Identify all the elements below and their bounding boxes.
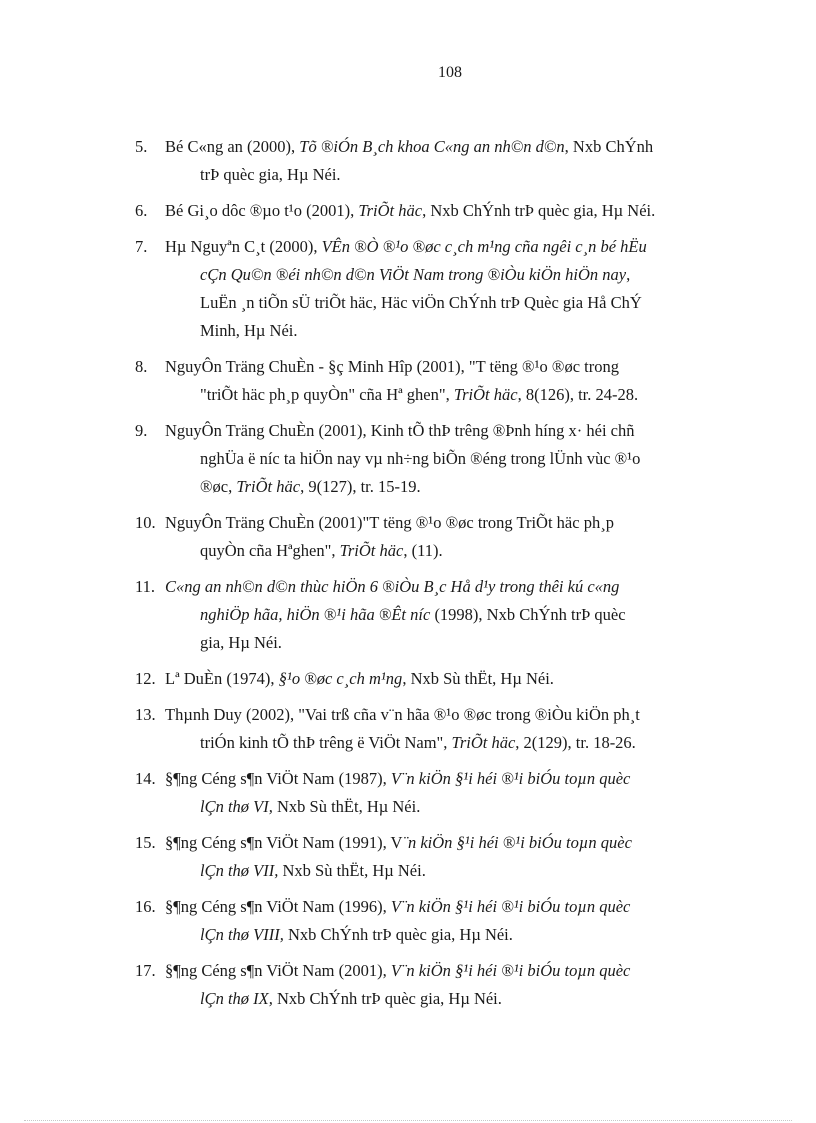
reference-text: Nxb Sù thËt, Hµ Néi.: [278, 861, 426, 880]
reference-text: Thµnh Duy (2002), "Vai trß cña v¨n hãa ®¹o ®øc trong ®iÒu kiÖn ph¸t: [165, 705, 640, 724]
reference-line: [165, 197, 739, 225]
reference-text: §¶ng Céng s¶n ViÖt Nam (1991), V: [165, 833, 403, 852]
reference-title-text: TriÕt häc: [451, 733, 516, 752]
reference-title-text: lÇn thø IX,: [200, 989, 273, 1008]
reference-item: [135, 829, 739, 885]
reference-line: [165, 133, 739, 161]
reference-item: [135, 133, 739, 189]
reference-text: ,: [626, 265, 631, 284]
reference-text: NguyÔn Träng ChuÈn (2001), Kinh tÕ thÞ trêng ®Þnh híng x· héi chñ: [165, 421, 635, 440]
reference-line: [165, 509, 739, 537]
reference-text: Bé C«ng an (2000),: [165, 137, 300, 156]
reference-item: [135, 417, 739, 501]
reference-title-text: V¨n kiÖn §¹i héi ®¹i biÓu toµn quèc: [390, 769, 631, 788]
reference-line: [165, 701, 739, 729]
reference-number: 14.: [135, 769, 156, 788]
reference-line: [165, 381, 739, 409]
reference-title-text: lÇn thø VI,: [200, 797, 273, 816]
reference-number: 5.: [135, 137, 148, 156]
reference-line: [165, 921, 739, 949]
reference-number: 10.: [135, 513, 156, 532]
reference-line: [165, 317, 739, 345]
reference-number: 9.: [135, 421, 148, 440]
reference-line: [165, 353, 739, 381]
reference-text: Nxb ChÝnh trÞ quèc gia, Hµ Néi.: [283, 925, 513, 944]
reference-text: quyÒn cña Hªghen",: [200, 541, 340, 560]
reference-text: "triÕt häc ph¸p quyÒn" cña Hª ghen",: [200, 385, 454, 404]
reference-line: [165, 161, 739, 189]
reference-number: 6.: [135, 201, 148, 220]
reference-title-text: VÊn ®Ò ®¹o ®øc c¸ch m¹ng cña ngêi c¸n bé hËu: [321, 237, 647, 256]
reference-title-text: V¨n kiÖn §¹i héi ®¹i biÓu toµn quèc: [390, 897, 631, 916]
reference-title-text: ¨n kiÖn §¹i héi ®¹i biÓu toµn quèc: [402, 833, 632, 852]
reference-title-text: TriÕt häc: [339, 541, 404, 560]
reference-text: Minh, Hµ Néi.: [200, 321, 298, 340]
reference-line: [165, 793, 739, 821]
reference-item: [135, 957, 739, 1013]
reference-title-text: TriÕt häc: [453, 385, 518, 404]
reference-text: LuËn ¸n tiÕn sÜ triÕt häc, Häc viÖn ChÝnh trÞ Quèc gia Hå ChÝ: [200, 293, 642, 312]
reference-line: [165, 573, 739, 601]
reference-line: [165, 985, 739, 1013]
reference-item: [135, 197, 739, 225]
reference-text: , Nxb ChÝnh: [564, 137, 654, 156]
page-bottom-divider: [24, 1120, 792, 1121]
reference-text: NguyÔn Träng ChuÈn (2001)"T tëng ®¹o ®øc trong TriÕt häc ph¸p: [165, 513, 614, 532]
reference-text: , 8(126), tr. 24-28.: [517, 385, 639, 404]
reference-item: [135, 353, 739, 409]
reference-item: [135, 233, 739, 345]
reference-line: [165, 893, 739, 921]
reference-number: 12.: [135, 669, 156, 688]
reference-title-text: TriÕt häc: [236, 477, 301, 496]
reference-item: [135, 573, 739, 657]
reference-text: §¶ng Céng s¶n ViÖt Nam (2001),: [165, 961, 391, 980]
reference-line: [165, 445, 739, 473]
reference-item: [135, 509, 739, 565]
reference-text: nghÜa ë níc ta hiÖn nay vµ nh÷ng biÕn ®éng trong lÜnh vùc ®¹o: [200, 449, 641, 468]
reference-text: Nxb ChÝnh trÞ quèc gia, Hµ Néi.: [272, 989, 502, 1008]
reference-line: [165, 233, 739, 261]
reference-list: [135, 133, 739, 1021]
reference-title-text: TriÕt häc: [358, 201, 423, 220]
reference-text: triÓn kinh tÕ thÞ trêng ë ViÖt Nam",: [200, 733, 452, 752]
reference-item: [135, 665, 739, 693]
reference-line: [165, 729, 739, 757]
reference-line: [165, 473, 739, 501]
reference-text: Bé Gi¸o dôc ®µo t¹o (2001),: [165, 201, 359, 220]
reference-title-text: nghiÖp hãa, hiÖn ®¹i hãa ®Êt níc: [200, 605, 431, 624]
reference-item: [135, 701, 739, 757]
reference-text: NguyÔn Träng ChuÈn - §ç Minh Hîp (2001), "T tëng ®¹o ®øc trong: [165, 357, 619, 376]
reference-line: [165, 261, 739, 289]
reference-text: , (11).: [403, 541, 443, 560]
reference-item: [135, 765, 739, 821]
reference-text: , 2(129), tr. 18-26.: [515, 733, 636, 752]
reference-text: §¶ng Céng s¶n ViÖt Nam (1996),: [165, 897, 391, 916]
reference-number: 13.: [135, 705, 156, 724]
reference-line: [165, 601, 739, 629]
reference-line: [165, 829, 739, 857]
reference-text: , Nxb Sù thËt, Hµ Néi.: [402, 669, 554, 688]
reference-line: [165, 957, 739, 985]
reference-line: [165, 765, 739, 793]
reference-number: 7.: [135, 237, 148, 256]
reference-number: 16.: [135, 897, 156, 916]
reference-line: [165, 857, 739, 885]
reference-line: [165, 417, 739, 445]
reference-line: [165, 537, 739, 565]
reference-item: [135, 893, 739, 949]
reference-number: 8.: [135, 357, 148, 376]
reference-text: Lª DuÈn (1974),: [165, 669, 279, 688]
reference-line: [165, 289, 739, 317]
reference-text: (1998), Nxb ChÝnh trÞ quèc: [430, 605, 626, 624]
reference-text: §¶ng Céng s¶n ViÖt Nam (1987),: [165, 769, 391, 788]
reference-text: gia, Hµ Néi.: [200, 633, 282, 652]
reference-title-text: V¨n kiÖn §¹i héi ®¹i biÓu toµn quèc: [390, 961, 631, 980]
reference-title-text: lÇn thø VII,: [200, 861, 279, 880]
reference-number: 11.: [135, 577, 156, 596]
reference-text: Nxb Sù thËt, Hµ Néi.: [272, 797, 421, 816]
reference-title-text: C«ng an nh©n d©n thùc hiÖn 6 ®iÒu B¸c Hå d¹y trong thêi kú c«ng: [165, 577, 620, 596]
reference-title-text: lÇn thø VIII,: [200, 925, 284, 944]
reference-number: 17.: [135, 961, 156, 980]
reference-text: , Nxb ChÝnh trÞ quèc gia, Hµ Néi.: [422, 201, 656, 220]
reference-text: trÞ quèc gia, Hµ Néi.: [200, 165, 341, 184]
reference-text: Hµ Nguyªn C¸t (2000),: [165, 237, 322, 256]
reference-text: , 9(127), tr. 15-19.: [300, 477, 421, 496]
reference-title-text: §¹o ®øc c¸ch m¹ng: [278, 669, 403, 688]
reference-number: 15.: [135, 833, 156, 852]
reference-line: [165, 665, 739, 693]
reference-title-text: Tõ ®iÓn B¸ch khoa C«ng an nh©n d©n: [299, 137, 565, 156]
reference-title-text: cÇn Qu©n ®éi nh©n d©n ViÖt Nam trong ®iÒu kiÖn hiÖn nay: [200, 265, 627, 284]
page-number: 108: [438, 64, 462, 81]
reference-line: [165, 629, 739, 657]
reference-text: ®øc,: [200, 477, 237, 496]
